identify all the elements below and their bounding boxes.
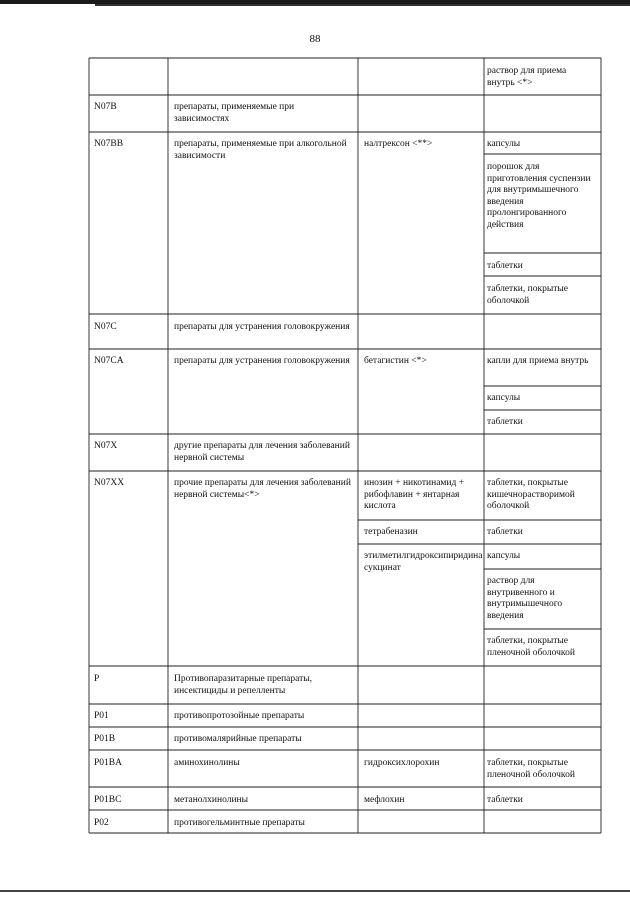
atc-code-cell: P01BC xyxy=(94,795,122,805)
group-name-cell: прочие препараты для лечения заболеваний нервной системы<*> xyxy=(174,478,351,500)
atc-code-cell: P01B xyxy=(94,734,116,744)
group-name-cell: препараты для устранения головокружения xyxy=(174,356,350,366)
atc-code-cell: P01BA xyxy=(94,758,122,768)
page-number: 88 xyxy=(309,33,321,45)
atc-code-cell: N07CA xyxy=(94,356,124,366)
drug-name-cell: инозин + никотинамид + рибофлавин + янтарная кислота xyxy=(364,478,465,511)
atc-code-cell: N07B xyxy=(94,102,117,112)
group-name-cell: противомалярийные препараты xyxy=(174,734,302,744)
scan-bottom-border xyxy=(0,890,630,892)
form-cell: раствор для внутривенного и внутримышечного введения xyxy=(487,576,563,621)
atc-code-cell: N07X xyxy=(94,441,118,451)
group-name-cell: препараты, применяемые при алкогольной зависимости xyxy=(174,139,347,161)
drug-name-cell: этилметилгидроксипиридина сукцинат xyxy=(364,551,483,573)
atc-code-cell: N07C xyxy=(94,322,117,332)
form-cell: таблетки, покрытые пленочной оболочкой xyxy=(487,758,575,780)
atc-code-cell: P01 xyxy=(94,711,109,721)
group-name-cell: аминохинолины xyxy=(174,758,240,768)
form-cell: капсулы xyxy=(487,393,521,403)
group-name-cell: Противопаразитарные препараты, инсектициды и репелленты xyxy=(174,674,313,696)
drug-name-cell: гидроксихлорохин xyxy=(364,758,440,768)
form-cell: таблетки xyxy=(487,527,523,537)
atc-code-cell: P xyxy=(94,674,100,684)
group-name-cell: другие препараты для лечения заболеваний нервной системы xyxy=(174,441,350,463)
form-cell: таблетки, покрытые оболочкой xyxy=(487,284,568,306)
drug-name-cell: бетагистин <*> xyxy=(364,356,427,366)
group-name-cell: противопротозойные препараты xyxy=(174,711,305,721)
form-cell: капли для приема внутрь xyxy=(487,356,589,366)
form-cell: таблетки, покрытые пленочной оболочкой xyxy=(487,636,575,658)
form-cell: порошок для приготовления суспензии для внутримышечного введения пролонгированного действия xyxy=(487,162,591,230)
group-name-cell: препараты для устранения головокружения xyxy=(174,322,350,332)
drug-name-cell: мефлохин xyxy=(364,795,405,805)
form-cell: капсулы xyxy=(487,139,521,149)
group-name-cell: противогельминтные препараты xyxy=(174,818,305,828)
drug-name-cell: тетрабеназин xyxy=(364,527,418,537)
form-cell: капсулы xyxy=(487,551,521,561)
form-cell: таблетки xyxy=(487,261,523,271)
group-name-cell: препараты, применяемые при зависимостях xyxy=(174,102,295,124)
form-cell: таблетки, покрытые кишечнорастворимой оболочкой xyxy=(487,478,575,511)
form-cell: раствор для приема внутрь <*> xyxy=(487,66,567,88)
form-cell: таблетки xyxy=(487,417,523,427)
group-name-cell: метанолхинолины xyxy=(174,795,248,805)
drug-name-cell: налтрексон <**> xyxy=(364,139,433,149)
atc-code-cell: N07BB xyxy=(94,139,124,149)
atc-code-cell: P02 xyxy=(94,818,109,828)
atc-code-cell: N07XX xyxy=(94,478,125,488)
form-cell: таблетки xyxy=(487,795,523,805)
